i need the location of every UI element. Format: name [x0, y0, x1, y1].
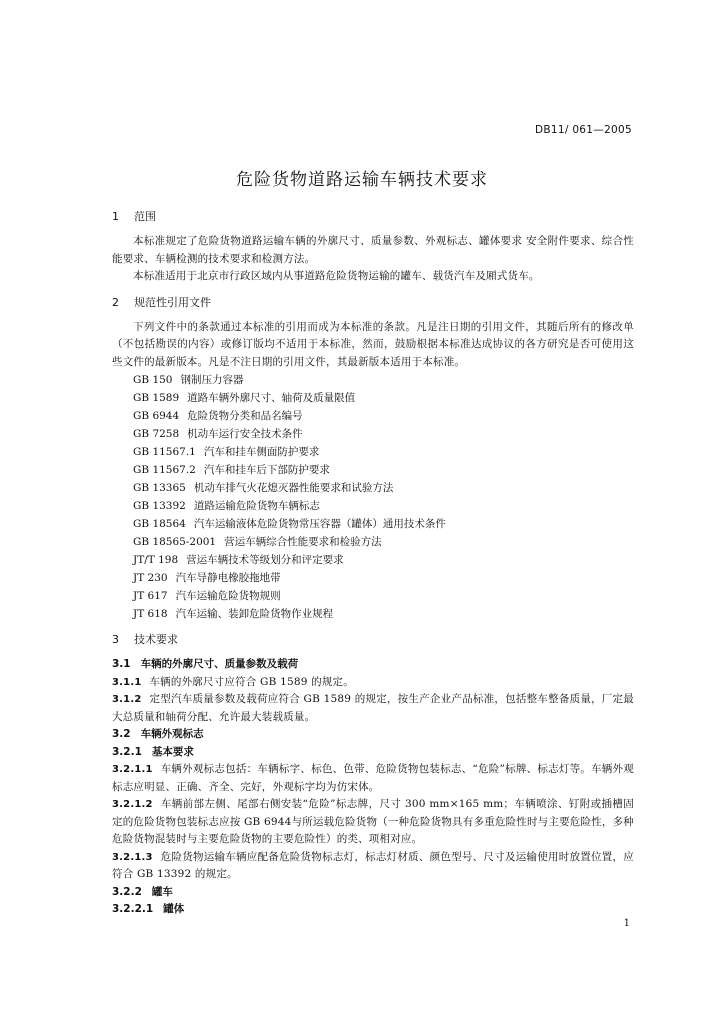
reference-name: 危险货物分类和品名编号 [187, 410, 303, 422]
reference-name: 营运车辆综合性能要求和检验方法 [224, 536, 382, 548]
clause-number: 3.1 [112, 658, 131, 670]
reference-item [112, 443, 634, 461]
reference-code: GB 7258 [133, 428, 180, 440]
section-title: 规范性引用文件 [134, 295, 211, 309]
clause-number: 3.2.1.2 [112, 799, 153, 810]
clause-number: 3.2.2.1 [112, 903, 154, 915]
clause-text [112, 674, 634, 692]
reference-item [112, 389, 634, 407]
section-number: 1 [112, 210, 119, 223]
reference-name: 汽车运输液体危险货物常压容器（罐体）通用技术条件 [193, 518, 446, 530]
clause-number: 3.1.2 [112, 694, 142, 705]
reference-item [112, 551, 634, 569]
reference-item [112, 479, 634, 497]
technical-requirements [112, 656, 634, 919]
reference-name: 道路运输危险货物车辆标志 [193, 500, 320, 512]
clause-text [112, 691, 634, 726]
clause-number: 3.2.1.3 [112, 851, 153, 863]
scope-paragraph: 本标准规定了危险货物道路运输车辆的外廓尺寸、质量参数、外观标志、罐体要求 安全附件要求、综合性能要求、车辆检测的技术要求和检测方法。 [112, 235, 634, 265]
reference-code: JT 617 [133, 590, 168, 602]
document-title: 危险货物道路运输车辆技术要求 [236, 170, 488, 190]
reference-name: 营运车辆技术等级划分和评定要求 [186, 554, 344, 566]
reference-item [112, 407, 634, 425]
clause-body: 罐体 [163, 903, 185, 915]
reference-code: GB 13392 [133, 500, 186, 512]
clause-number: 3.2 [112, 728, 131, 740]
reference-name: 汽车运输危险货物规则 [175, 590, 281, 602]
scope-paragraph: 本标准适用于北京市行政区域内从事道路危险货物运输的罐车、载货汽车及厢式货车。 [133, 270, 540, 282]
reference-code: GB 6944 [133, 410, 180, 422]
clause-number: 3.2.1 [112, 745, 142, 758]
clause-text [112, 849, 634, 884]
clause-body: 危险货物运输车辆应配备危险货物标志灯，标志灯材质、颜色型号、尺寸及运输使用时放置位置，应符合 GB 13392 的规定。 [112, 850, 634, 880]
clause-body: 基本要求 [151, 745, 194, 758]
references-intro: 下列文件中的条款通过本标准的引用而成为本标准的条款。凡是注日期的引用文件，其随后所有的修改单（不包括勘误的内容）或修订版均不适用于本标准，然而，鼓励根据本标准达成协议的各方研究是否可使用这些文件的最新版本。凡是不注日期的引用文件，其最新版本适用于本标准。 [112, 320, 634, 368]
clause-heading [112, 901, 634, 919]
reference-code: JT 230 [133, 572, 168, 584]
clause-number: 3.2.2 [112, 885, 142, 898]
reference-item [112, 515, 634, 533]
clause-heading [112, 884, 634, 902]
reference-name: 道路车辆外廓尺寸、轴荷及质量限值 [187, 392, 356, 404]
reference-item [112, 425, 634, 443]
reference-item [112, 497, 634, 515]
clause-body: 车辆的外廓尺寸、质量参数及载荷 [140, 658, 299, 670]
reference-item [112, 533, 634, 551]
clause-heading [112, 726, 634, 744]
reference-code: GB 18564 [133, 518, 186, 530]
section-title: 技术要求 [134, 633, 178, 646]
section-title: 范围 [134, 210, 156, 223]
clause-body: 车辆前部左侧、尾部右侧安装“危险”标志牌，尺寸 300 mm×165 mm；车辆喷涂、钉附或插槽固定的危险货物包装标志应按 GB 6944与所运载危险货物（一种危险货物具有多重危险性时与主要危险性，多种危险货物混装时与主要危险货物的主要危险性）的类、项相对应。 [112, 798, 634, 845]
clause-body: 车辆外观标志 [140, 728, 204, 740]
clause-number: 3.1.1 [112, 676, 142, 688]
reference-code: GB 18565-2001 [133, 536, 217, 548]
reference-item [112, 587, 634, 605]
section-1-heading [112, 208, 634, 225]
section-3-heading [112, 631, 634, 648]
clause-heading [112, 744, 634, 762]
reference-item [112, 605, 634, 623]
clause-body: 罐车 [151, 885, 173, 898]
standard-code: DB11/ 061—2005 [535, 124, 632, 136]
reference-code: GB 11567.2 [133, 464, 196, 476]
reference-code: GB 13365 [133, 482, 186, 494]
clause-body: 车辆的外廓尺寸应符合 GB 1589 的规定。 [149, 675, 354, 688]
section-number: 3 [112, 633, 119, 646]
reference-name: 汽车和挂车侧面防护要求 [203, 446, 320, 458]
reference-code: GB 11567.1 [133, 446, 196, 458]
reference-code: JT/T 198 [133, 554, 179, 566]
document-body [112, 208, 634, 919]
page-number: 1 [623, 918, 630, 929]
section-2-heading [112, 294, 634, 311]
clause-heading [112, 656, 634, 674]
reference-code: GB 150 [133, 374, 173, 386]
reference-name: 汽车导静电橡胶拖地带 [175, 572, 281, 584]
reference-name: 机动车运行安全技术条件 [187, 428, 303, 440]
clause-body: 定型汽车质量参数及载荷应符合 GB 1589 的规定，按生产企业产品标准，包括整车整备质量，厂定最大总质量和轴荷分配、允许最大装载质量。 [112, 693, 634, 723]
clause-text [112, 761, 634, 796]
section-number: 2 [112, 295, 119, 309]
clause-text [112, 796, 634, 849]
clause-number: 3.2.1.1 [112, 764, 153, 775]
reference-list [112, 371, 634, 623]
reference-name: 机动车排气火花熄灭器性能要求和试验方法 [193, 482, 394, 494]
reference-code: JT 618 [133, 608, 168, 620]
reference-name: 钢制压力容器 [180, 374, 244, 386]
reference-item [112, 569, 634, 587]
clause-body: 车辆外观标志包括：车辆标字、标色、色带、危险货物包装标志、“危险”标牌、标志灯等。车辆外观标志应明显、正确、齐全、完好，外观标字均为仿宋体。 [112, 763, 634, 793]
reference-name: 汽车运输、装卸危险货物作业规程 [175, 608, 334, 620]
reference-item [112, 371, 634, 389]
reference-code: GB 1589 [133, 392, 180, 404]
reference-name: 汽车和挂车后下部防护要求 [203, 464, 330, 476]
reference-item [112, 461, 634, 479]
